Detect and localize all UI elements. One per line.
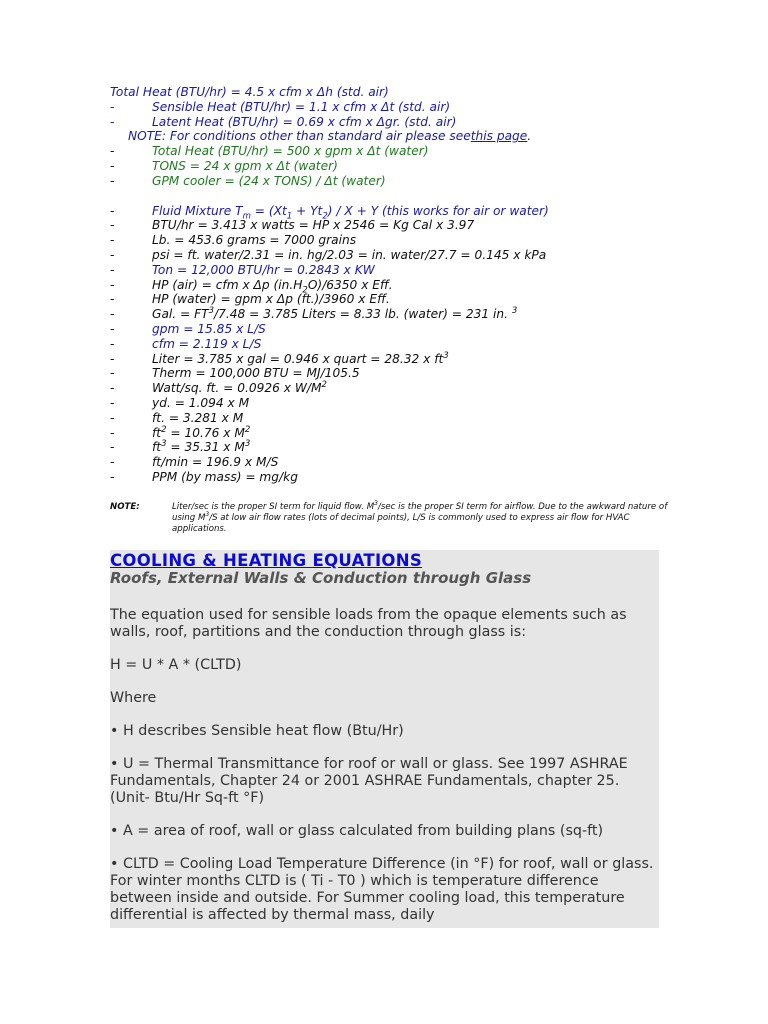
list-dash: - <box>110 158 115 173</box>
formula-sensible-heat: - Sensible Heat (BTU/hr) = 1.1 x cfm x Δt (std. air) <box>110 99 451 114</box>
list-dash: - <box>110 395 115 410</box>
si-flow-note <box>110 502 670 535</box>
this-page-link[interactable]: this page <box>470 129 528 144</box>
formula-total-heat: Total Heat (BTU/hr) = 4.5 x cfm x Δh (std. air) <box>110 85 389 99</box>
formula-fluid-mixture: - Fluid Mixture $T_m = (Xt_1 + Yt_2) / X + Y$ (this works for air or water) <box>110 203 549 222</box>
list-dash: - <box>110 114 115 129</box>
list-dash: - <box>110 173 115 188</box>
formula-ft3: - $ft^3 = 35.31$ x $M^3$ <box>110 439 251 455</box>
formula-list <box>110 85 670 485</box>
list-dash: - <box>110 425 115 440</box>
formula-hp-water: - HP (water) = gpm x Δp (ft.)/3960 x Eff. <box>110 292 390 307</box>
paragraph-intro: The equation used for sensible loads from the opaque elements such as walls, roof, partitions and the conduction through glass is: <box>110 607 627 640</box>
list-dash: - <box>110 203 115 218</box>
cooling-heating-section <box>110 550 659 928</box>
formula-btu-hr: - BTU/hr = 3.413 x watts = HP x 2546 = Kg Cal x 3.97 <box>110 218 475 233</box>
list-dash: - <box>110 440 115 455</box>
spacer <box>110 189 670 204</box>
formula-therm: - Therm = 100,000 BTU = MJ/105.5 <box>110 366 360 381</box>
formula-ton: - Ton = 12,000 BTU/hr = 0.2843 x KW <box>110 262 375 277</box>
list-dash: - <box>110 144 115 159</box>
formula-yd: - yd. = 1.094 x M <box>110 395 250 410</box>
formula-ft-min: - ft/min = 196.9 x M/S <box>110 455 279 470</box>
formula-gpm: - gpm = 15.85 x L/S <box>110 321 266 336</box>
list-dash: - <box>110 455 115 470</box>
formula-gal: - Gal. = $FT^3/7.48 = 3.785$ Liters = 8.33 lb. (water) = 231 in. $^3$ <box>110 306 518 322</box>
std-air-note: NOTE: For conditions other than standard air please see this page . <box>128 129 532 144</box>
formula-latent-heat: - Latent Heat (BTU/hr) = 0.69 x cfm x Δgr. (std. air) <box>110 114 457 129</box>
formula-ft2: - $ft^2 = 10.76$ x $M^2$ <box>110 424 251 440</box>
formula-total-heat-water: - Total Heat (BTU/hr) = 500 x gpm x Δt (water) <box>110 144 429 159</box>
formula-watt-sqft: - Watt/sq. ft. = 0.0926 x $W/M^2$ <box>110 380 327 396</box>
note-label: NOTE: <box>110 502 140 512</box>
formula-hp-air: - HP (air) = cfm x Δp $(in.H_2O)/6350$ x Eff. <box>110 277 393 295</box>
list-dash: - <box>110 247 115 262</box>
bullet-a: • A = area of roof, wall or glass calculated from building plans (sq-ft) <box>110 823 604 839</box>
list-dash: - <box>110 233 115 248</box>
list-dash: - <box>110 218 115 233</box>
list-dash: - <box>110 469 115 484</box>
list-dash: - <box>110 99 115 114</box>
formula-lb: - Lb. = 453.6 grams = 7000 grains <box>110 233 357 248</box>
section-title-link[interactable]: COOLING & HEATING EQUATIONS <box>110 551 422 570</box>
formula-tons: - TONS = 24 x gpm x Δt (water) <box>110 158 338 173</box>
formula-ppm: - PPM (by mass) = mg/kg <box>110 469 298 484</box>
formula-liter: - Liter = 3.785 x gal = 0.946 x quart = 28.32 x $ft^3$ <box>110 350 449 366</box>
list-dash: - <box>110 410 115 425</box>
bullet-h: • H describes Sensible heat flow (Btu/Hr) <box>110 723 404 739</box>
formula-psi: - psi = ft. water/2.31 = in. hg/2.03 = in. water/27.7 = 0.145 x kPa <box>110 247 547 262</box>
formula-gpm-cooler: - GPM cooler = (24 x TONS) / Δt (water) <box>110 173 386 188</box>
list-dash: - <box>110 336 115 351</box>
list-dash: - <box>110 262 115 277</box>
list-dash: - <box>110 307 115 322</box>
formula-ft: - ft. = 3.281 x M <box>110 410 244 425</box>
bullet-cltd: • CLTD = Cooling Load Temperature Difference (in °F) for roof, wall or glass. For winter months CLTD is ( Ti - T0 ) which is temperature difference between inside and outside. For Summer cooling load, this temperature differential is affected by thermal mass, daily <box>110 856 654 923</box>
bullet-u: • U = Thermal Transmittance for roof or wall or glass. See 1997 ASHRAE Fundamentals, Chapter 24 or 2001 ASHRAE Fundamentals, chapter 25. (Unit- Btu/Hr Sq-ft °F) <box>110 756 628 806</box>
paragraph-equation: H = U * A * (CLTD) <box>110 657 242 673</box>
list-dash: - <box>110 321 115 336</box>
list-dash: - <box>110 366 115 381</box>
formula-cfm: - cfm = 2.119 x L/S <box>110 336 262 351</box>
list-dash: - <box>110 351 115 366</box>
list-dash: - <box>110 381 115 396</box>
note-text: Liter/sec is the proper SI term for liquid flow. $M^3/\sec$ is the proper SI term for airflow. Due to the awkward nature of using $M^3/S$ at low air flow rates (lots of decimal points), L/S is commonly used to express air flow for HVAC applications. <box>172 500 668 534</box>
list-dash: - <box>110 292 115 307</box>
list-dash: - <box>110 277 115 292</box>
section-subtitle: Roofs, External Walls & Conduction through Glass <box>110 569 532 587</box>
paragraph-where: Where <box>110 690 157 706</box>
